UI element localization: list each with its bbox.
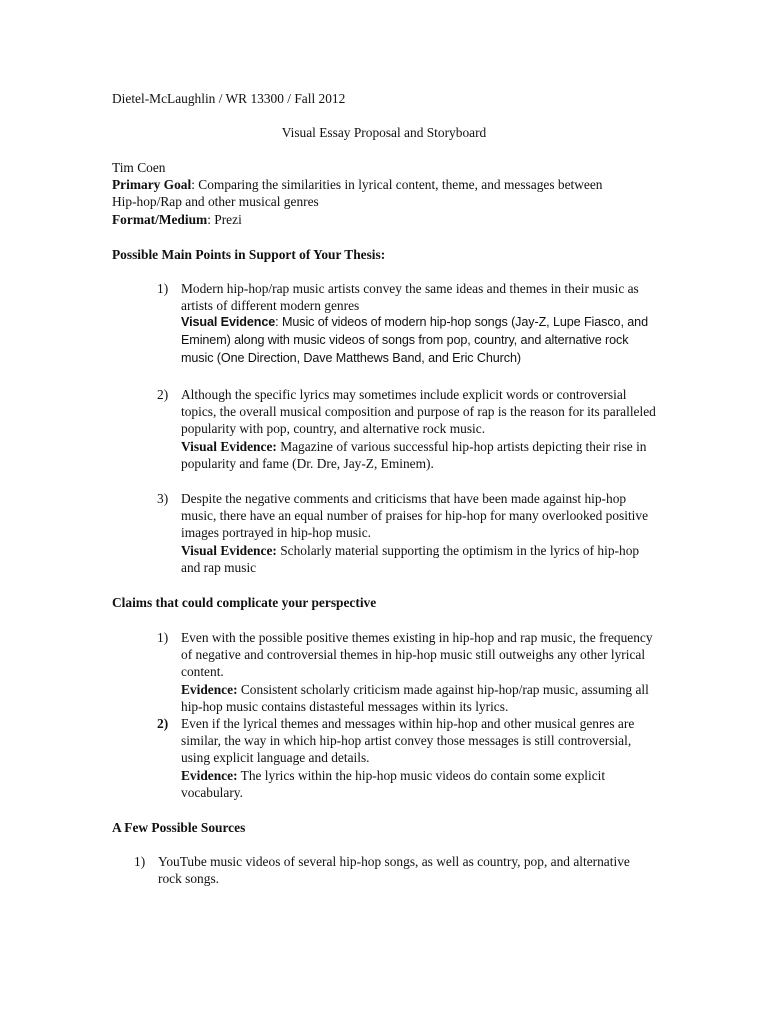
claim-evidence: [181, 681, 657, 715]
list-number: 2): [157, 387, 169, 402]
claim-evidence: [181, 767, 657, 801]
format-text: : Prezi: [207, 212, 242, 227]
main-point-item: [157, 490, 657, 576]
document-title: Visual Essay Proposal and Storyboard: [281, 125, 487, 140]
claim-item: [157, 629, 657, 715]
main-point-text: Although the specific lyrics may sometimes include explicit words or controversial topics, the overall musical composition and purpose of rap is the reason for its paralleled popularity with pop, country, and alternative rock music.: [181, 387, 656, 437]
author-name: Tim Coen: [112, 160, 166, 175]
main-point-text: Despite the negative comments and criticisms that have been made against hip-hop music, there have an equal number of praises for hip-hop for many overlooked positive images portrayed in hip-hop music.: [181, 491, 649, 541]
format-label: Format/Medium: [112, 212, 208, 227]
main-point-text: Modern hip-hop/rap music artists convey the same ideas and themes in their music as artists of different modern genres: [181, 281, 639, 314]
visual-evidence: [181, 314, 657, 367]
claims-heading: Claims that could complicate your perspective: [112, 595, 377, 610]
list-number: 1): [157, 630, 169, 645]
course-line: Dietel-McLaughlin / WR 13300 / Fall 2012: [112, 91, 346, 106]
primary-goal: [112, 176, 612, 210]
visual-evidence: [181, 542, 657, 576]
list-number: 2): [157, 716, 169, 731]
visual-evidence: [181, 438, 657, 472]
evidence-text: : Music of videos of modern hip-hop songs (Jay-Z, Lupe Fiasco, and Eminem) along with music videos of songs from pop, country, and alternative rock music (One Direction, Dave Matthews Band, and Eric Church): [181, 315, 648, 365]
evidence-text: Scholarly material supporting the optimism in the lyrics of hip-hop and rap music: [181, 542, 640, 575]
main-points-heading: Possible Main Points in Support of Your Thesis:: [112, 247, 386, 262]
claim-text: Even with the possible positive themes existing in hip-hop and rap music, the frequency of negative and controversial themes in hip-hop music still outweighs any other lyrical content.: [181, 630, 653, 680]
evidence-label: Visual Evidence: [181, 315, 276, 330]
claim-item: [157, 715, 657, 801]
evidence-label: Evidence:: [181, 681, 238, 697]
primary-goal-label: Primary Goal: [112, 177, 192, 192]
source-item: [134, 853, 654, 887]
list-number: 3): [157, 491, 169, 506]
main-point-item: [157, 280, 657, 367]
sources-heading: A Few Possible Sources: [112, 820, 246, 835]
evidence-label: Visual Evidence:: [181, 542, 277, 558]
evidence-label: Evidence:: [181, 767, 238, 783]
evidence-text: Consistent scholarly criticism made against hip-hop/rap music, assuming all hip-hop music contains distasteful messages within its lyrics.: [181, 681, 649, 714]
evidence-label: Visual Evidence:: [181, 438, 277, 454]
primary-goal-text: : Comparing the similarities in lyrical content, theme, and messages between Hip-hop/Rap and other musical genres: [112, 177, 603, 210]
evidence-text: Magazine of various successful hip-hop artists depicting their rise in popularity and fame (Dr. Dre, Jay-Z, Eminem).: [181, 438, 647, 471]
list-number: 1): [157, 281, 169, 296]
format-medium: [112, 211, 672, 228]
list-number: 1): [134, 854, 146, 869]
evidence-text: The lyrics within the hip-hop music videos do contain some explicit vocabulary.: [181, 767, 606, 800]
main-point-item: [157, 386, 657, 472]
source-text: YouTube music videos of several hip-hop songs, as well as country, pop, and alternative rock songs.: [158, 854, 630, 887]
claim-text: Even if the lyrical themes and messages within hip-hop and other musical genres are similar, the way in which hip-hop artist convey those messages is still controversial, using explicit language and details.: [181, 716, 635, 766]
